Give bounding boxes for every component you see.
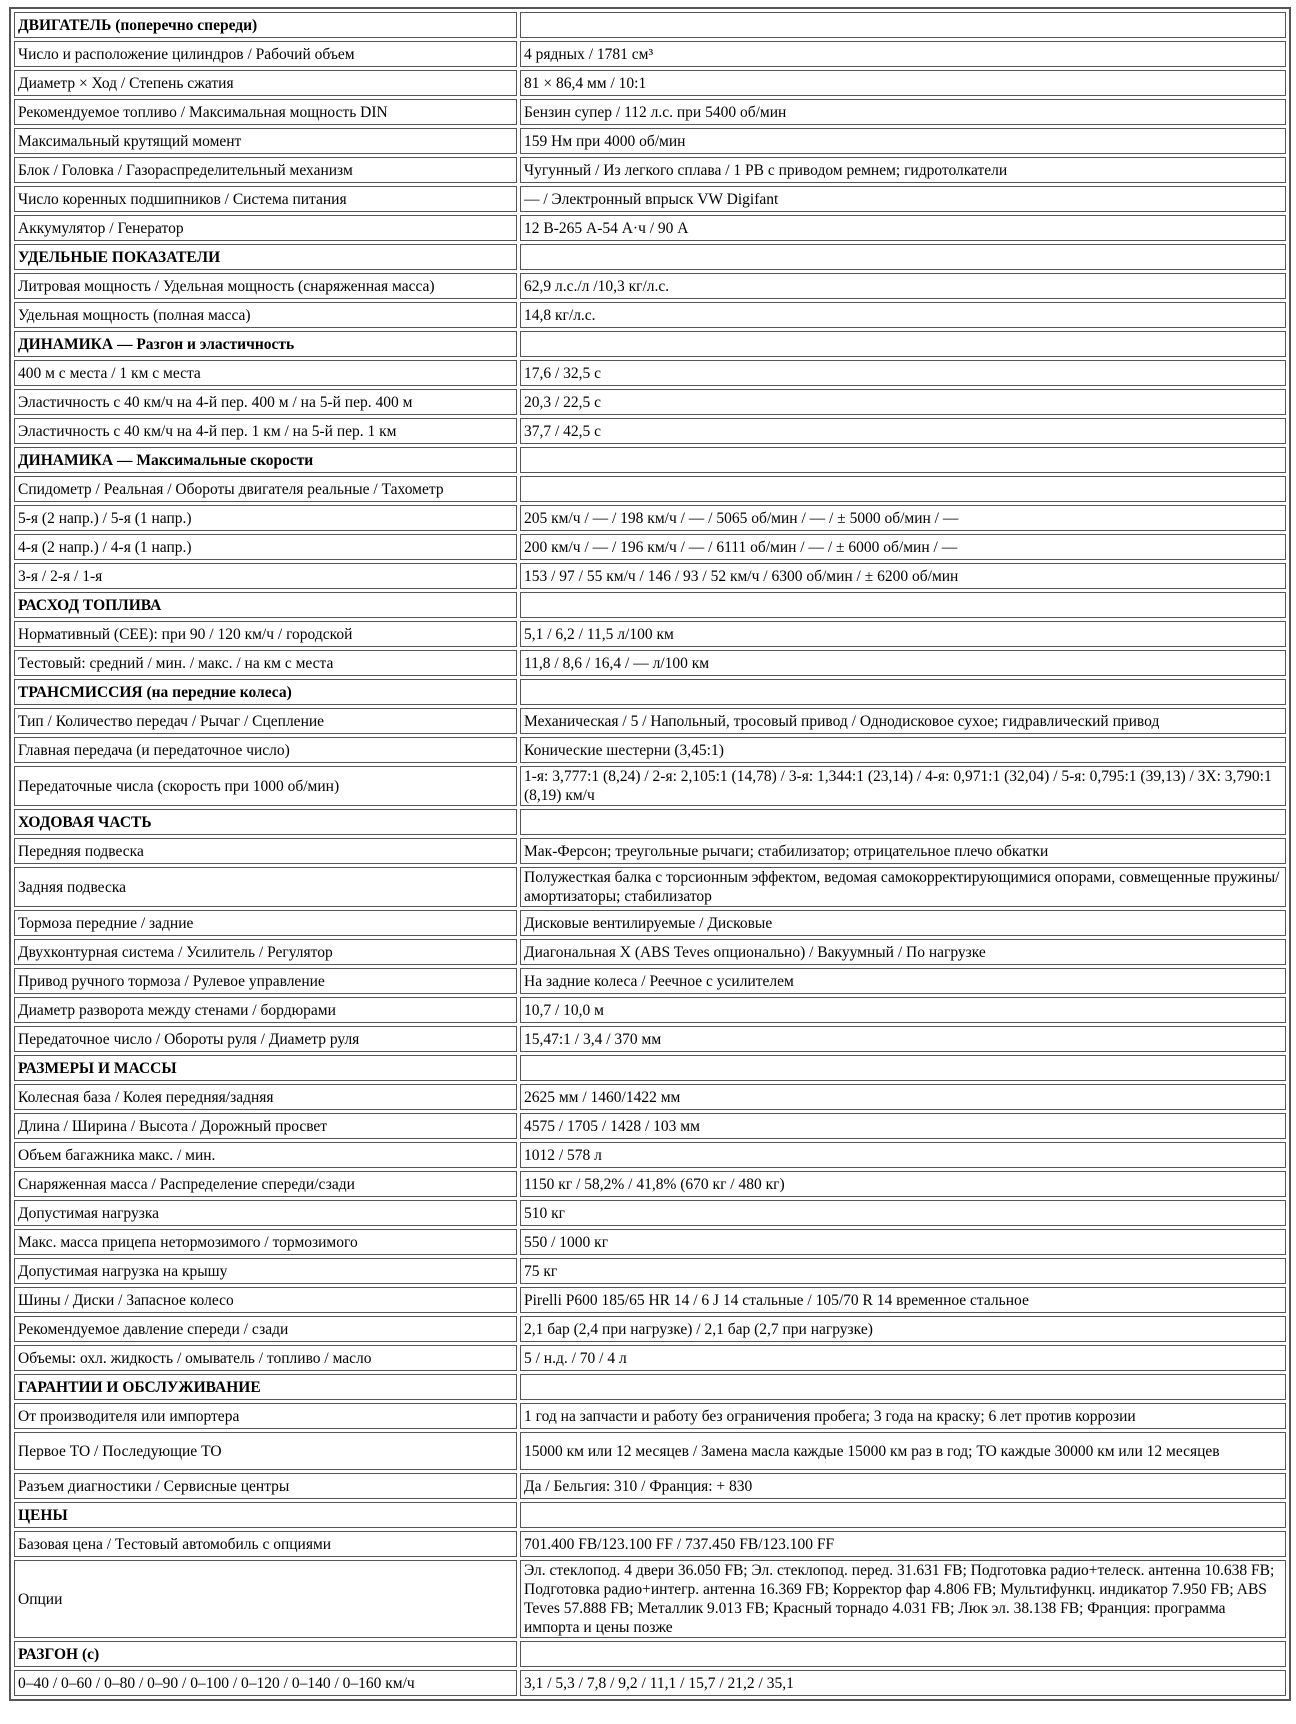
table-row <box>14 302 1286 328</box>
spec-value <box>520 476 1286 502</box>
section-value-empty <box>520 592 1286 618</box>
table-row <box>14 1171 1286 1197</box>
section-value-empty <box>520 809 1286 835</box>
spec-value: 5,1 / 6,2 / 11,5 л/100 км <box>520 621 1286 647</box>
spec-value: 4575 / 1705 / 1428 / 103 мм <box>520 1113 1286 1139</box>
spec-label: Объем багажника макс. / мин. <box>14 1142 517 1168</box>
section-title: ГАРАНТИИ И ОБСЛУЖИВАНИЕ <box>14 1374 517 1400</box>
table-row <box>14 910 1286 936</box>
spec-label: Максимальный крутящий момент <box>14 128 517 154</box>
table-row <box>14 968 1286 994</box>
spec-value: 2,1 бар (2,4 при нагрузке) / 2,1 бар (2,7 при нагрузке) <box>520 1316 1286 1342</box>
section-value-empty <box>520 1374 1286 1400</box>
section-header-row <box>14 679 1286 705</box>
spec-label: Диаметр × Ход / Степень сжатия <box>14 70 517 96</box>
spec-value: Диагональная X (ABS Teves опционально) / Вакуумный / По нагрузке <box>520 939 1286 965</box>
spec-label: Рекомендуемое давление спереди / сзади <box>14 1316 517 1342</box>
spec-label: Передняя подвеска <box>14 838 517 864</box>
spec-value: Механическая / 5 / Напольный, тросовый привод / Однодисковое сухое; гидравлический привод <box>520 708 1286 734</box>
section-header-row <box>14 447 1286 473</box>
spec-label: Длина / Ширина / Высота / Дорожный просвет <box>14 1113 517 1139</box>
table-row <box>14 563 1286 589</box>
section-value-empty <box>520 1641 1286 1667</box>
spec-value: 62,9 л.с./л /10,3 кг/л.с. <box>520 273 1286 299</box>
spec-value: 200 км/ч / — / 196 км/ч / — / 6111 об/мин / — / ± 6000 об/мин / — <box>520 534 1286 560</box>
section-title: ТРАНСМИССИЯ (на передние колеса) <box>14 679 517 705</box>
spec-value: Pirelli P600 185/65 HR 14 / 6 J 14 стальные / 105/70 R 14 временное стальное <box>520 1287 1286 1313</box>
spec-value: 550 / 1000 кг <box>520 1229 1286 1255</box>
section-header-row <box>14 1502 1286 1528</box>
table-row <box>14 418 1286 444</box>
table-row <box>14 389 1286 415</box>
spec-value: 1150 кг / 58,2% / 41,8% (670 кг / 480 кг) <box>520 1171 1286 1197</box>
table-row <box>14 360 1286 386</box>
table-row <box>14 1026 1286 1052</box>
spec-value: 15,47:1 / 3,4 / 370 мм <box>520 1026 1286 1052</box>
spec-label: Базовая цена / Тестовый автомобиль с опциями <box>14 1531 517 1557</box>
table-row <box>14 621 1286 647</box>
spec-label: Объемы: охл. жидкость / омыватель / топливо / масло <box>14 1345 517 1371</box>
spec-value: Мак-Ферсон; треугольные рычаги; стабилизатор; отрицательное плечо обкатки <box>520 838 1286 864</box>
table-row <box>14 838 1286 864</box>
spec-value: 17,6 / 32,5 с <box>520 360 1286 386</box>
table-row <box>14 128 1286 154</box>
table-row <box>14 1229 1286 1255</box>
section-title: ХОДОВАЯ ЧАСТЬ <box>14 809 517 835</box>
table-row <box>14 70 1286 96</box>
spec-value: Дисковые вентилируемые / Дисковые <box>520 910 1286 936</box>
spec-label: 3-я / 2-я / 1-я <box>14 563 517 589</box>
section-header-row <box>14 12 1286 38</box>
section-value-empty <box>520 331 1286 357</box>
spec-label: Удельная мощность (полная масса) <box>14 302 517 328</box>
section-header-row <box>14 1055 1286 1081</box>
table-row <box>14 41 1286 67</box>
spec-label: Число и расположение цилиндров / Рабочий объем <box>14 41 517 67</box>
table-row <box>14 708 1286 734</box>
spec-label: 4-я (2 напр.) / 4-я (1 напр.) <box>14 534 517 560</box>
spec-value: 11,8 / 8,6 / 16,4 / — л/100 км <box>520 650 1286 676</box>
spec-label: Литровая мощность / Удельная мощность (снаряженная масса) <box>14 273 517 299</box>
section-title: УДЕЛЬНЫЕ ПОКАЗАТЕЛИ <box>14 244 517 270</box>
spec-value: 4 рядных / 1781 см³ <box>520 41 1286 67</box>
section-header-row <box>14 1641 1286 1667</box>
spec-value: 205 км/ч / — / 198 км/ч / — / 5065 об/мин / — / ± 5000 об/мин / — <box>520 505 1286 531</box>
section-header-row <box>14 592 1286 618</box>
spec-label: От производителя или импортера <box>14 1403 517 1429</box>
table-row <box>14 1432 1286 1470</box>
table-row <box>14 534 1286 560</box>
spec-value: Конические шестерни (3,45:1) <box>520 737 1286 763</box>
table-row <box>14 1142 1286 1168</box>
spec-label: 5-я (2 напр.) / 5-я (1 напр.) <box>14 505 517 531</box>
spec-value: 701.400 FB/123.100 FF / 737.450 FB/123.100 FF <box>520 1531 1286 1557</box>
spec-table-body <box>14 12 1286 1696</box>
spec-value: Эл. стеклопод. 4 двери 36.050 FB; Эл. стеклопод. перед. 31.631 FB; Подготовка радио+телеск. антенна 10.638 FB; Подготовка радио+интегр. антенна 16.369 FB; Корректор фар 4.806 FB; Мультифункц. индикатор 7.950 FB; ABS Teves 57.888 FB; Металлик 9.013 FB; Красный торнадо 4.031 FB; Люк эл. 38.138 FB; Франция: программа импорта и цены позже <box>520 1560 1286 1638</box>
spec-label: Тестовый: средний / мин. / макс. / на км с места <box>14 650 517 676</box>
spec-label: Эластичность с 40 км/ч на 4-й пер. 1 км / на 5-й пер. 1 км <box>14 418 517 444</box>
spec-value: На задние колеса / Реечное с усилителем <box>520 968 1286 994</box>
spec-label: Тормоза передние / задние <box>14 910 517 936</box>
spec-value: 15000 км или 12 месяцев / Замена масла каждые 15000 км раз в год; ТО каждые 30000 км или 12 месяцев <box>520 1432 1286 1470</box>
section-value-empty <box>520 447 1286 473</box>
spec-value: 1012 / 578 л <box>520 1142 1286 1168</box>
spec-label: 0–40 / 0–60 / 0–80 / 0–90 / 0–100 / 0–120 / 0–140 / 0–160 км/ч <box>14 1670 517 1696</box>
spec-label: Двухконтурная система / Усилитель / Регулятор <box>14 939 517 965</box>
spec-value: 37,7 / 42,5 с <box>520 418 1286 444</box>
table-row <box>14 215 1286 241</box>
spec-label: Диаметр разворота между стенами / бордюрами <box>14 997 517 1023</box>
table-row <box>14 1316 1286 1342</box>
table-row <box>14 99 1286 125</box>
spec-value: 14,8 кг/л.с. <box>520 302 1286 328</box>
table-row <box>14 939 1286 965</box>
spec-label: Первое ТО / Последующие ТО <box>14 1432 517 1470</box>
spec-value: Чугунный / Из легкого сплава / 1 РВ с приводом ремнем; гидротолкатели <box>520 157 1286 183</box>
spec-label: Колесная база / Колея передняя/задняя <box>14 1084 517 1110</box>
section-value-empty <box>520 1502 1286 1528</box>
spec-label: Снаряженная масса / Распределение спереди/сзади <box>14 1171 517 1197</box>
spec-value: 2625 мм / 1460/1422 мм <box>520 1084 1286 1110</box>
spec-value: 5 / н.д. / 70 / 4 л <box>520 1345 1286 1371</box>
spec-label: Допустимая нагрузка <box>14 1200 517 1226</box>
spec-label: Передаточное число / Обороты руля / Диаметр руля <box>14 1026 517 1052</box>
spec-value: — / Электронный впрыск VW Digifant <box>520 186 1286 212</box>
spec-value: 510 кг <box>520 1200 1286 1226</box>
spec-value: 75 кг <box>520 1258 1286 1284</box>
section-title: РАСХОД ТОПЛИВА <box>14 592 517 618</box>
section-title: ДИНАМИКА — Разгон и эластичность <box>14 331 517 357</box>
section-value-empty <box>520 12 1286 38</box>
spec-label: Макс. масса прицепа нетормозимого / тормозимого <box>14 1229 517 1255</box>
spec-sheet <box>9 7 1291 1701</box>
spec-value: 12 В-265 А-54 А·ч / 90 А <box>520 215 1286 241</box>
table-row <box>14 1473 1286 1499</box>
spec-label: Главная передача (и передаточное число) <box>14 737 517 763</box>
spec-label: Привод ручного тормоза / Рулевое управление <box>14 968 517 994</box>
spec-value: 159 Нм при 4000 об/мин <box>520 128 1286 154</box>
section-title: РАЗГОН (с) <box>14 1641 517 1667</box>
spec-value: Бензин супер / 112 л.с. при 5400 об/мин <box>520 99 1286 125</box>
spec-label: Тип / Количество передач / Рычаг / Сцепление <box>14 708 517 734</box>
spec-label: Нормативный (CEE): при 90 / 120 км/ч / городской <box>14 621 517 647</box>
table-row <box>14 157 1286 183</box>
spec-label: Разъем диагностики / Сервисные центры <box>14 1473 517 1499</box>
spec-label: Передаточные числа (скорость при 1000 об/мин) <box>14 766 517 806</box>
spec-table <box>11 9 1289 1699</box>
section-header-row <box>14 331 1286 357</box>
table-row <box>14 1200 1286 1226</box>
table-row <box>14 476 1286 502</box>
table-row <box>14 1084 1286 1110</box>
table-row <box>14 1258 1286 1284</box>
spec-value: 153 / 97 / 55 км/ч / 146 / 93 / 52 км/ч / 6300 об/мин / ± 6200 об/мин <box>520 563 1286 589</box>
table-row <box>14 766 1286 806</box>
spec-value: Полужесткая балка с торсионным эффектом, ведомая самокорректирующимися опорами, совмещенные пружины/амортизаторы; стабилизатор <box>520 867 1286 907</box>
table-row <box>14 1531 1286 1557</box>
section-header-row <box>14 244 1286 270</box>
section-value-empty <box>520 1055 1286 1081</box>
spec-value: 1 год на запчасти и работу без ограничения пробега; 3 года на краску; 6 лет против коррозии <box>520 1403 1286 1429</box>
spec-label: Допустимая нагрузка на крышу <box>14 1258 517 1284</box>
spec-label: Эластичность с 40 км/ч на 4-й пер. 400 м / на 5-й пер. 400 м <box>14 389 517 415</box>
section-value-empty <box>520 679 1286 705</box>
spec-label: Спидометр / Реальная / Обороты двигателя реальные / Тахометр <box>14 476 517 502</box>
section-value-empty <box>520 244 1286 270</box>
spec-label: Число коренных подшипников / Система питания <box>14 186 517 212</box>
spec-label: 400 м с места / 1 км с места <box>14 360 517 386</box>
table-row <box>14 1560 1286 1638</box>
section-title: ДВИГАТЕЛЬ (поперечно спереди) <box>14 12 517 38</box>
spec-label: Задняя подвеска <box>14 867 517 907</box>
spec-label: Шины / Диски / Запасное колесо <box>14 1287 517 1313</box>
spec-value: 3,1 / 5,3 / 7,8 / 9,2 / 11,1 / 15,7 / 21,2 / 35,1 <box>520 1670 1286 1696</box>
spec-value: 1-я: 3,777:1 (8,24) / 2-я: 2,105:1 (14,78) / 3-я: 1,344:1 (23,14) / 4-я: 0,971:1 (32,04) / 5-я: 0,795:1 (39,13) / ЗХ: 3,790:1 (8,19) км/ч <box>520 766 1286 806</box>
spec-value: Да / Бельгия: 310 / Франция: + 830 <box>520 1473 1286 1499</box>
section-title: ЦЕНЫ <box>14 1502 517 1528</box>
table-row <box>14 997 1286 1023</box>
spec-value: 10,7 / 10,0 м <box>520 997 1286 1023</box>
table-row <box>14 1113 1286 1139</box>
spec-value: 81 × 86,4 мм / 10:1 <box>520 70 1286 96</box>
table-row <box>14 186 1286 212</box>
spec-label: Рекомендуемое топливо / Максимальная мощность DIN <box>14 99 517 125</box>
table-row <box>14 737 1286 763</box>
table-row <box>14 1670 1286 1696</box>
spec-label: Блок / Головка / Газораспределительный механизм <box>14 157 517 183</box>
table-row <box>14 650 1286 676</box>
table-row <box>14 867 1286 907</box>
table-row <box>14 1345 1286 1371</box>
section-header-row <box>14 1374 1286 1400</box>
spec-label: Аккумулятор / Генератор <box>14 215 517 241</box>
table-row <box>14 1287 1286 1313</box>
spec-value: 20,3 / 22,5 с <box>520 389 1286 415</box>
section-title: РАЗМЕРЫ И МАССЫ <box>14 1055 517 1081</box>
spec-label: Опции <box>14 1560 517 1638</box>
table-row <box>14 1403 1286 1429</box>
table-row <box>14 273 1286 299</box>
section-title: ДИНАМИКА — Максимальные скорости <box>14 447 517 473</box>
section-header-row <box>14 809 1286 835</box>
table-row <box>14 505 1286 531</box>
